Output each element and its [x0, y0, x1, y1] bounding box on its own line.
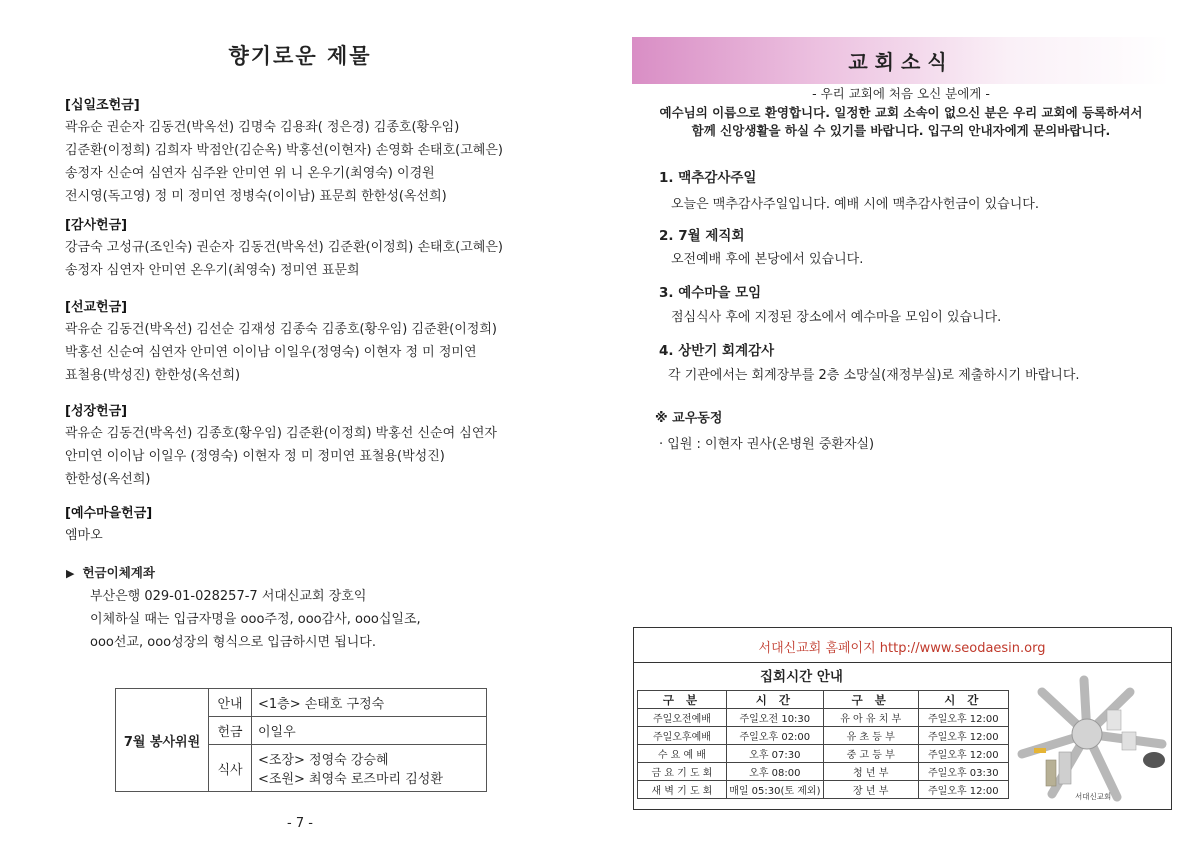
- welcome-line: 예수님의 이름으로 환영합니다. 일정한 교회 소속이 없으신 분은 우리 교회에 등록하셔서: [659, 105, 1143, 120]
- table-cell: 청 년 부: [823, 763, 918, 781]
- volunteer-names: <1층> 손태호 구정숙: [252, 689, 487, 717]
- table-cell: 새 벽 기 도 회: [638, 781, 727, 799]
- table-cell: 매일 05:30(토 제외): [726, 781, 823, 799]
- transfer-heading: [66, 563, 421, 581]
- table-cell: 중 고 등 부: [823, 745, 918, 763]
- volunteer-names: <조장> 정영숙 강승혜: [258, 753, 389, 768]
- table-row: [116, 689, 487, 717]
- news-item: [659, 166, 1039, 212]
- name-line: 엠마오: [65, 528, 103, 543]
- column-header: 구 분: [823, 691, 918, 709]
- map-building: [1122, 732, 1136, 750]
- volunteer-label: 7월 봉사위원: [116, 689, 209, 792]
- table-header-row: [638, 691, 1009, 709]
- table-cell: 주일오전 10:30: [726, 709, 823, 727]
- volunteer-table: [115, 688, 487, 792]
- news-heading: 4. 상반기 회계감사: [659, 343, 775, 359]
- volunteer-role: 식사: [209, 745, 252, 792]
- name-line: 송정자 심연자 안미연 온우기(최영숙) 정미연 표문희: [65, 263, 360, 278]
- member-news: [655, 407, 874, 452]
- offering-section-tithe: [65, 94, 503, 204]
- name-line: 표철용(박성진) 한한성(옥선희): [65, 368, 241, 383]
- map-marker: [1034, 748, 1046, 753]
- table-cell: 오후 07:30: [726, 745, 823, 763]
- name-line: 김준환(이정희) 김희자 박점안(김순옥) 박홍선(이현자) 손영화 손태호(고혜은): [65, 143, 503, 158]
- section-heading: [성장헌금]: [65, 404, 128, 419]
- table-row: [638, 781, 1009, 799]
- schedule-title: 집회시간 안내: [760, 669, 843, 685]
- name-line: 박홍선 신순여 심연자 안미연 이이남 이일우(정영숙) 이현자 정 미 정미연: [65, 345, 477, 360]
- table-cell: 주일오후 12:00: [918, 727, 1008, 745]
- section-heading: [예수마을헌금]: [65, 506, 153, 521]
- transfer-line: 부산은행 029-01-028257-7 서대신교회 장호익: [90, 589, 367, 604]
- news-body: 각 기관에서는 회계장부를 2층 소망실(재정부실)로 제출하시기 바랍니다.: [668, 368, 1080, 383]
- map-building: [1143, 752, 1165, 768]
- table-cell: 유 아 유 치 부: [823, 709, 918, 727]
- news-banner-title: 교회소식: [848, 50, 954, 74]
- table-row: [638, 709, 1009, 727]
- name-line: 안미연 이이남 이일우 (정영숙) 이현자 정 미 정미연 표철용(박성진): [65, 449, 445, 464]
- member-news-heading: ※ 교우동정: [655, 411, 723, 426]
- table-cell: 유 초 등 부: [823, 727, 918, 745]
- name-line: 곽유순 권순자 김동건(박옥선) 김명숙 김용좌( 정은경) 김종호(황우임): [65, 120, 460, 135]
- name-line: 한한성(옥선희): [65, 472, 151, 487]
- name-line: 송정자 신순여 심연자 심주완 안미연 위 니 온우기(최영숙) 이경원: [65, 166, 435, 181]
- table-cell: 수 요 예 배: [638, 745, 727, 763]
- homepage-link[interactable]: 서대신교회 홈페이지 http://www.seodaesin.org: [758, 641, 1046, 656]
- column-header: 구 분: [638, 691, 727, 709]
- table-cell: 주일오후 03:30: [918, 763, 1008, 781]
- volunteer-names: <조원> 최영숙 로즈마리 김성환: [258, 772, 443, 787]
- column-header: 시 간: [726, 691, 823, 709]
- transfer-account-section: [66, 563, 421, 650]
- page-number: - 7 -: [287, 816, 313, 831]
- transfer-line: ooo선교, ooo성장의 형식으로 입금하시면 됩니다.: [90, 635, 377, 650]
- schedule-table: [637, 690, 1009, 799]
- name-line: 곽유순 김동건(박옥선) 김선순 김재성 김종숙 김종호(황우임) 김준환(이정희): [65, 322, 497, 337]
- table-row: [638, 745, 1009, 763]
- table-cell: 장 년 부: [823, 781, 918, 799]
- column-header: 시 간: [918, 691, 1008, 709]
- news-heading: 3. 예수마을 모임: [659, 285, 762, 301]
- news-item: [659, 281, 1001, 325]
- section-heading: [감사헌금]: [65, 218, 128, 233]
- divider: [633, 662, 1171, 663]
- table-cell: 주일오후 02:00: [726, 727, 823, 745]
- name-line: 곽유순 김동건(박옥선) 김종호(황우임) 김준환(이정희) 박홍선 신순여 심연자: [65, 426, 497, 441]
- map-church-label: 서대신교회: [1075, 792, 1112, 801]
- news-body: 오늘은 맥추감사주일입니다. 예배 시에 맥추감사헌금이 있습니다.: [671, 197, 1039, 212]
- offering-section-mission: [65, 296, 497, 383]
- volunteer-role: 헌금: [209, 717, 252, 745]
- news-heading: 1. 맥추감사주일: [659, 170, 757, 186]
- name-line: 강금숙 고성규(조인숙) 권순자 김동건(박옥선) 김준환(이정희) 손태호(고혜은): [65, 240, 503, 255]
- offering-section-village: [65, 502, 152, 543]
- page-title: 향기로운 제물: [228, 44, 372, 68]
- transfer-line: 이체하실 때는 입금자명을 ooo주정, ooo감사, ooo십일조,: [90, 612, 421, 627]
- news-item: [659, 224, 863, 267]
- offering-section-growth: [65, 400, 497, 487]
- map-building: [1046, 760, 1056, 786]
- table-cell: 주일오후 12:00: [918, 781, 1008, 799]
- table-cell: 금 요 기 도 회: [638, 763, 727, 781]
- table-cell: 주일오전예배: [638, 709, 727, 727]
- map-roundabout: [1072, 719, 1102, 749]
- news-body: 점심식사 후에 지정된 장소에서 예수마을 모임이 있습니다.: [671, 310, 1002, 325]
- table-row: [638, 727, 1009, 745]
- table-cell: 주일오후 12:00: [918, 745, 1008, 763]
- welcome-heading: - 우리 교회에 처음 오신 분에게 -: [812, 86, 990, 101]
- volunteer-role: 안내: [209, 689, 252, 717]
- news-heading: 2. 7월 제직회: [659, 228, 745, 244]
- church-location-map: [1012, 672, 1167, 804]
- news-body: 오전예배 후에 본당에서 있습니다.: [671, 252, 864, 267]
- volunteer-names: 이일우: [252, 717, 487, 745]
- name-line: 전시영(독고영) 정 미 정미연 정병숙(이이남) 표문희 한한성(옥선희): [65, 189, 447, 204]
- map-building: [1107, 710, 1121, 730]
- welcome-line: 함께 신앙생활을 하실 수 있기를 바랍니다. 입구의 안내자에게 문의바랍니다.: [691, 123, 1111, 138]
- table-row: [638, 763, 1009, 781]
- section-heading: [십일조헌금]: [65, 98, 140, 113]
- member-news-item: · 입원 : 이현자 권사(온병원 중환자실): [659, 437, 875, 452]
- transfer-heading-text: 헌금이체계좌: [82, 565, 155, 580]
- volunteer-names-cell: [252, 745, 487, 792]
- triangle-bullet-icon: ▶: [66, 567, 75, 580]
- offering-section-thanks: [65, 214, 503, 278]
- table-cell: 주일오후 12:00: [918, 709, 1008, 727]
- section-heading: [선교헌금]: [65, 300, 128, 315]
- news-item: [659, 339, 1080, 383]
- table-cell: 오후 08:00: [726, 763, 823, 781]
- map-building: [1059, 752, 1071, 784]
- table-cell: 주일오후예배: [638, 727, 727, 745]
